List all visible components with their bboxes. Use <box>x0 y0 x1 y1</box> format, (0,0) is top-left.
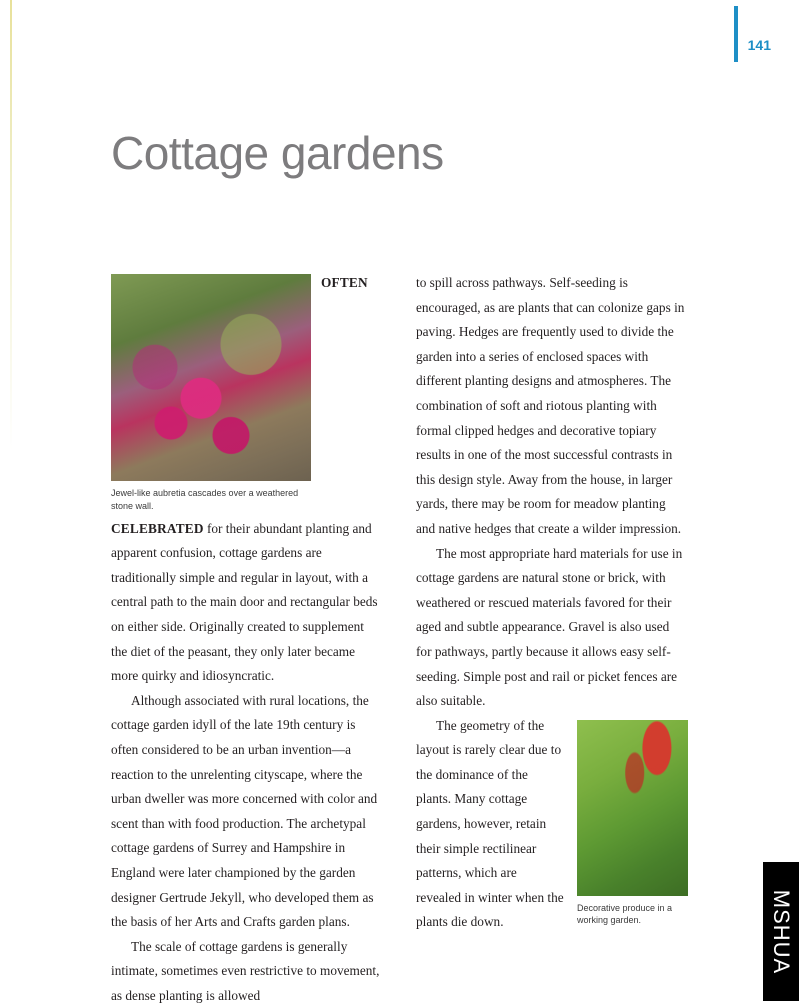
left-paragraph-1-rest: for their abundant planting and apparent confusion, cottage gardens are traditionally simple and regular in layout, with a central path to the main door and rectangular beds on either side. Originally created to supplement the diet of the peasant, they only later became more quirky and idiosyncratic. <box>111 520 378 684</box>
left-column <box>111 271 383 1008</box>
left-paragraph-3: The scale of cottage gardens is generally intimate, sometimes even restrictive to movement, as dense planting is allowed <box>111 938 380 1003</box>
folio-accent-bar <box>734 6 738 62</box>
folio <box>734 0 771 62</box>
section-side-tab-label: MSHUA <box>769 889 794 974</box>
right-paragraph-2: The most appropriate hard materials for use in cottage gardens are natural stone or brick, with weathered or rescued materials favored for their aged and subtle appearance. Gravel is also used for pathways, partly because it allows easy self-seeding. Simple post and rail or picket fences are also suitable. <box>416 545 683 709</box>
right-paragraph-3: The geometry of the layout is rarely clear due to the dominance of the plants. Many cottage gardens, however, retain their simple rectilinear patterns, which are revealed in winter when the plants die down. <box>416 717 564 930</box>
section-side-tab <box>763 862 799 1001</box>
bean-pods-photo <box>577 720 688 896</box>
aubretia-wall-photo <box>111 274 311 481</box>
page-number: 141 <box>747 37 771 53</box>
aubretia-wall-caption: Jewel-like aubretia cascades over a weathered stone wall. <box>111 488 299 511</box>
figure-bean-pods <box>577 720 688 927</box>
left-paragraph-2: Although associated with rural locations, the cottage garden idyll of the late 19th century is often considered to be an urban invention—a reaction to the unrelenting cityscape, where the urban dweller was more concerned with color and scent than with food production. The archetypal cottage gardens of Surrey and Hampshire in England were later championed by the garden designer Gertrude Jekyll, who developed them as the basis of her Arts and Crafts garden plans. <box>111 692 378 930</box>
right-column <box>416 271 688 935</box>
page-edge-rule <box>10 0 12 1001</box>
figure-aubretia-wall <box>111 274 311 512</box>
bean-pods-caption: Decorative produce in a working garden. <box>577 902 673 926</box>
right-paragraph-1: to spill across pathways. Self-seeding is encouraged, as are plants that can colonize gaps in paving. Hedges are frequently used to divide the garden into a series of enclosed spaces with different planting designs and atmospheres. The combination of soft and riotous planting with formal clipped hedges and decorative topiary results in one of the most successful contrasts in this design style. Away from the house, in larger yards, there may be room for meadow planting and native hedges that create a wilder impression. <box>416 275 685 536</box>
lead-in-text: OFTEN CELEBRATED <box>111 275 368 536</box>
page-title: Cottage gardens <box>111 127 444 179</box>
